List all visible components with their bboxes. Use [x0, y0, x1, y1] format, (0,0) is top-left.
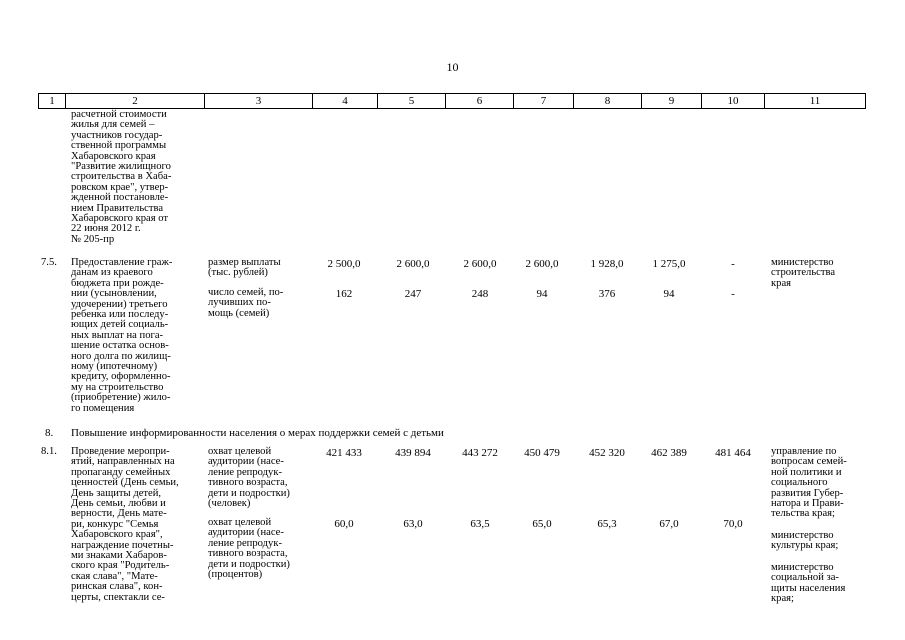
row-8-1-description: Проведение меропри- ятий, направленных на пропаганду семейных ценностей (День семьи, День защиты детей, День семьи, любви и верности, День мате- ри, конкурс "Семья Хабаровского края", награждение почетны- ми знаками Хабаров- ского края "Родитель- ская слава", "Мате- ринская слава", кон- церты, спектакли се- — [71, 446, 179, 603]
row-7-5-responsible: министерство строительства края — [771, 257, 836, 289]
row-8-1-ind1-value: 450 479 — [524, 447, 560, 459]
row-8-1-ind2-value: 65,0 — [532, 518, 552, 530]
row-7-5-ind2-value: 248 — [471, 288, 489, 300]
row-7-5-description: Предоставление граж- данам из краевого бюджета при рожде- нии (усыновлении, удочерении) третьего ребенка или последу- ющих детей социаль- ных выплат на пога- шение остатка основ- ного долга по жилищ- ному (ипотечному) кредиту, оформленно- му на строительство (приобретение) жило- го помещения — [71, 257, 173, 414]
row-8-1-ind2-value: 63,0 — [403, 518, 423, 530]
row-7-5-ind2-value: 94 — [536, 288, 548, 300]
row-7-5-ind2-value: 94 — [663, 288, 675, 300]
page-number: 10 — [446, 60, 459, 74]
row-8-1-ind2-value: 70,0 — [723, 518, 743, 530]
column-header-7: 7 — [514, 94, 574, 108]
row-8-1-ind2-value: 60,0 — [334, 518, 354, 530]
row-7-5-ind2-value: - — [731, 288, 735, 300]
row-7-5-ind1-value: 2 600,0 — [396, 258, 430, 270]
column-header-10: 10 — [702, 94, 765, 108]
continued-description: расчетной стоимости жилья для семей – участников государ- ственной программы Хабаровского края "Развитие жилищного строительства в Хаба- ровском крае", утвер- жденной постановле- нием Правительства Хабаровского края от 22 июня 2012 г. № 205-пр — [71, 109, 172, 245]
row-number-7-5: 7.5. — [41, 257, 57, 268]
row-8-1-responsible-1: управление по вопросам семей- ной политики и социального развития Губер- натора и Прави- тельства края; — [771, 446, 847, 520]
row-8-1-ind2-value: 63,5 — [470, 518, 490, 530]
row-8-1-ind1-value: 462 389 — [651, 447, 687, 459]
row-7-5-ind2-value: 247 — [404, 288, 422, 300]
row-number-8-1: 8.1. — [41, 446, 57, 457]
column-header-5: 5 — [378, 94, 446, 108]
row-7-5-indicator-2: число семей, по- лучивших по- мощь (семей) — [208, 287, 284, 319]
column-header-8: 8 — [574, 94, 642, 108]
row-8-1-ind1-value: 481 464 — [715, 447, 751, 459]
row-7-5-ind2-value: 376 — [598, 288, 616, 300]
row-number-8: 8. — [45, 427, 54, 439]
row-8-1-responsible-3: министерство социальной за- щиты населения края; — [771, 562, 846, 605]
row-7-5-ind1-value: 2 600,0 — [525, 258, 559, 270]
table-header-row — [38, 93, 866, 109]
row-7-5-ind1-value: 1 275,0 — [652, 258, 686, 270]
column-header-1: 1 — [39, 94, 66, 108]
section-8-title: Повышение информированности населения о мерах поддержки семей с детьми — [71, 427, 444, 439]
row-8-1-ind2-value: 65,3 — [597, 518, 617, 530]
row-7-5-ind2-value: 162 — [335, 288, 353, 300]
row-7-5-indicator-1: размер выплаты (тыс. рублей) — [208, 257, 281, 279]
row-8-1-ind1-value: 443 272 — [462, 447, 498, 459]
column-header-4: 4 — [313, 94, 378, 108]
column-header-6: 6 — [446, 94, 514, 108]
row-8-1-responsible-2: министерство культуры края; — [771, 530, 839, 552]
row-8-1-ind2-value: 67,0 — [659, 518, 679, 530]
row-8-1-indicator-1: охват целевой аудитории (насе- ление репродук- тивного возраста, дети и подростки) (человек) — [208, 446, 290, 510]
row-8-1-ind1-value: 421 433 — [326, 447, 362, 459]
row-8-1-ind1-value: 452 320 — [589, 447, 625, 459]
column-header-9: 9 — [642, 94, 702, 108]
row-8-1-ind1-value: 439 894 — [395, 447, 431, 459]
column-header-3: 3 — [205, 94, 313, 108]
row-7-5-ind1-value: - — [731, 258, 735, 270]
column-header-2: 2 — [66, 94, 205, 108]
column-header-11: 11 — [809, 95, 821, 107]
row-7-5-ind1-value: 1 928,0 — [590, 258, 624, 270]
row-8-1-indicator-2: охват целевой аудитории (насе- ление репродук- тивного возраста, дети и подростки) (процентов) — [208, 517, 290, 581]
row-7-5-ind1-value: 2 600,0 — [463, 258, 497, 270]
row-7-5-ind1-value: 2 500,0 — [327, 258, 361, 270]
